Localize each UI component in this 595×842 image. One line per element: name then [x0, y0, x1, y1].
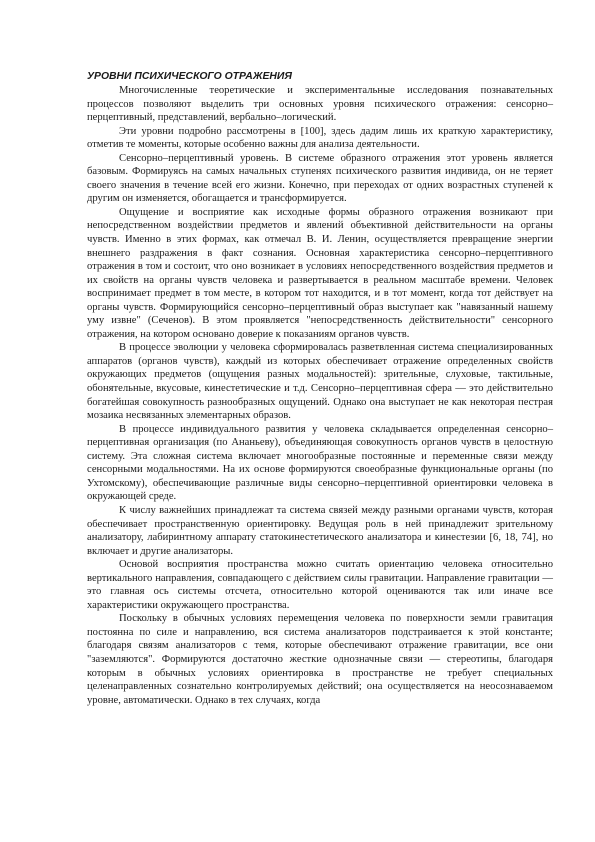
paragraph-stereotypes: Поскольку в обычных условиях перемещения человека по поверхности земли гравитация постоянна по силе и направлению, вся система анализаторов подстраивается к этой константе; благодаря связям анализаторов с темя, которые обеспечивают отражение гравитации, все они "заземляются". Формируются достаточно жесткие однозначные связи — стереотипы, благодаря которым в обычных условиях ориентировка в пространстве не требует специальных целенаправленных сознательно контролируемых действий; она осуществляется на неосознаваемом уровне, автоматически. Однако в тех случаях, когда [87, 613, 553, 706]
paragraph-gravity: Основой восприятия пространства можно считать ориентацию человека относительно вертикального направления, совпадающего с действием силы гравитации. Направление гравитации — это главная ось системы отсчета, относительно которой оцениваются так или иначе все характеристики окружающего пространства. [87, 559, 553, 611]
paragraph-overview: Эти уровни подробно рассмотрены в [100], здесь дадим лишь их краткую характеристику, отметив те моменты, которые особенно важны для анализа деятельности. [87, 125, 553, 151]
paragraph-individual-development: В процессе индивидуального развития у человека складывается определенная сенсорно–перцептивная организация (по Ананьеву), объединяющая совокупность органов чувств в целостную систему. Эта сложная система включает многообразные постоянные и переменные связи между сенсорными модальностями. На их основе формируются своеобразные функциональные органы (по Ухтомскому), обеспечивающие различные виды сенсорно–перцептивной ориентировки человека в окружающей среде. [87, 423, 553, 503]
paragraph-intro: Многочисленные теоретические и экспериментальные исследования познавательных процессов позволяют выделить три основных уровня психического отражения: сенсорно–перцептивный, представлений, вербально–логический. [87, 85, 553, 124]
document-title: УРОВНИ ПСИХИЧЕСКОГО ОТРАЖЕНИЯ [87, 71, 292, 82]
document-page [87, 70, 553, 707]
paragraph-evolution: В процессе эволюции у человека сформировалась разветвленная система специализированных аппаратов (органов чувств), каждый из которых обеспечивает отражение определенных свойств окружающих предметов (ощущения разных модальностей): зрительные, слуховые, тактильные, обонятельные, вкусовые, кинестетические и т.д. Сенсорно–перцептивная сфера — это действительно богатейшая совокупность разнообразных ощущений. Однако она выступает не как некоторая пестрая мозаика несвязанных элементарных образов. [87, 342, 553, 422]
paragraph-perception: Ощущение и восприятие как исходные формы образного отражения возникают при непосредственном воздействии предметов и явлений объективной действительности на органы чувств. Именно в этих формах, как отмечал В. И. Ленин, осуществляется превращение энергии внешнего раздражения в факт сознания. Основная характеристика сенсорно–перцептивного отражения в том и состоит, что оно возникает в условиях непосредственного воздействия предметов и их свойств на органы чувств человека и развертывается в реальном масштабе времени. Человек воспринимает предмет в том месте, в котором тот находится, и в тот момент, когда тот действует на органы чувств. Формирующийся сенсорно–перцептивный образ выступает как "навязанный нашему уму извне" (Сеченов). В этом проявляется "непосредственность действительности" сенсорного отражения, на котором основано доверие к показаниям органов чувств. [87, 206, 553, 340]
paragraph-spatial-orientation: К числу важнейших принадлежат та система связей между разными органами чувств, которая обеспечивает пространственную ориентировку. Ведущая роль в ней принадлежит зрительному анализатору, лабиринтному аппарату статокинестетического анализатора и кинестезии [6, 18, 74], но включает и другие анализаторы. [87, 504, 553, 557]
paragraph-sensory-level: Сенсорно–перцептивный уровень. В системе образного отражения этот уровень является базовым. Формируясь на самых начальных ступенях психического развития индивида, он не теряет своего значения в течение всей его жизни. Конечно, при переходах от одних возрастных ступеней к другим он изменяется, обогащается и трансформируется. [87, 152, 553, 205]
